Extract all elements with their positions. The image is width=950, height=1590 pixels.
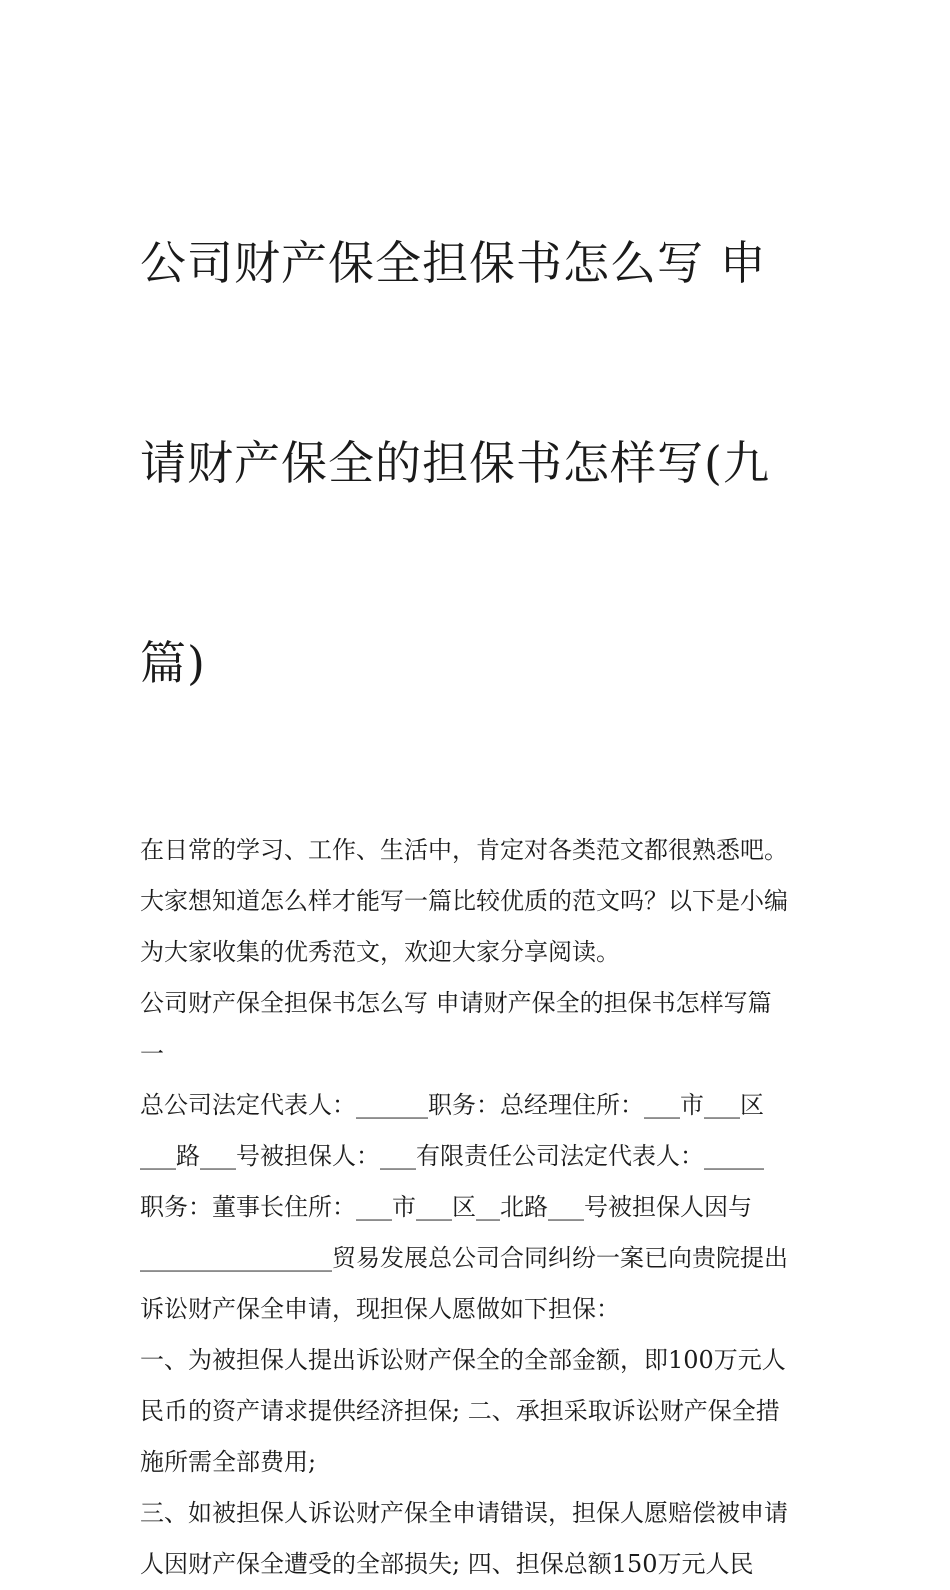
intro-line: 大家想知道怎么样才能写一篇比较优质的范文吗？以下是小编 <box>140 887 788 915</box>
body-line: ________________贸易发展总公司合同纠纷一案已向贵院提出 <box>140 1244 788 1272</box>
section-heading-line: 一 <box>140 1040 164 1068</box>
title-line: 公司财产保全担保书怎么写 申 <box>140 236 767 290</box>
body-text <box>140 1080 812 1590</box>
body-line: 人因财产保全遭受的全部损失; 四、担保总额150万元人民 <box>140 1550 754 1578</box>
body-line: 施所需全部费用; <box>140 1448 317 1476</box>
title-line: 请财产保全的担保书怎样写(九 <box>140 436 770 490</box>
body-line: 职务：董事长住所：___市___区__北路___号被担保人因与 <box>140 1193 752 1221</box>
body-line: 诉讼财产保全申请，现担保人愿做如下担保： <box>140 1295 620 1323</box>
intro-line: 为大家收集的优秀范文，欢迎大家分享阅读。 <box>140 938 620 966</box>
section-heading-line: 公司财产保全担保书怎么写 申请财产保全的担保书怎样写篇 <box>140 989 772 1017</box>
body-line: ___路___号被担保人：___有限责任公司法定代表人：_____ <box>140 1142 764 1170</box>
intro-line: 在日常的学习、工作、生活中，肯定对各类范文都很熟悉吧。 <box>140 836 788 864</box>
document-title <box>140 113 812 813</box>
body-line: 民币的资产请求提供经济担保; 二、承担采取诉讼财产保全措 <box>140 1397 780 1425</box>
body-line: 总公司法定代表人：______职务：总经理住所：___市___区 <box>140 1091 764 1119</box>
intro-paragraph <box>140 825 812 978</box>
body-line: 三、如被担保人诉讼财产保全申请错误，担保人愿赔偿被申请 <box>140 1499 788 1527</box>
body-line: 一、为被担保人提出诉讼财产保全的全部金额，即100万元人 <box>140 1346 786 1374</box>
title-line: 篇) <box>140 636 206 690</box>
section-heading <box>140 978 812 1080</box>
